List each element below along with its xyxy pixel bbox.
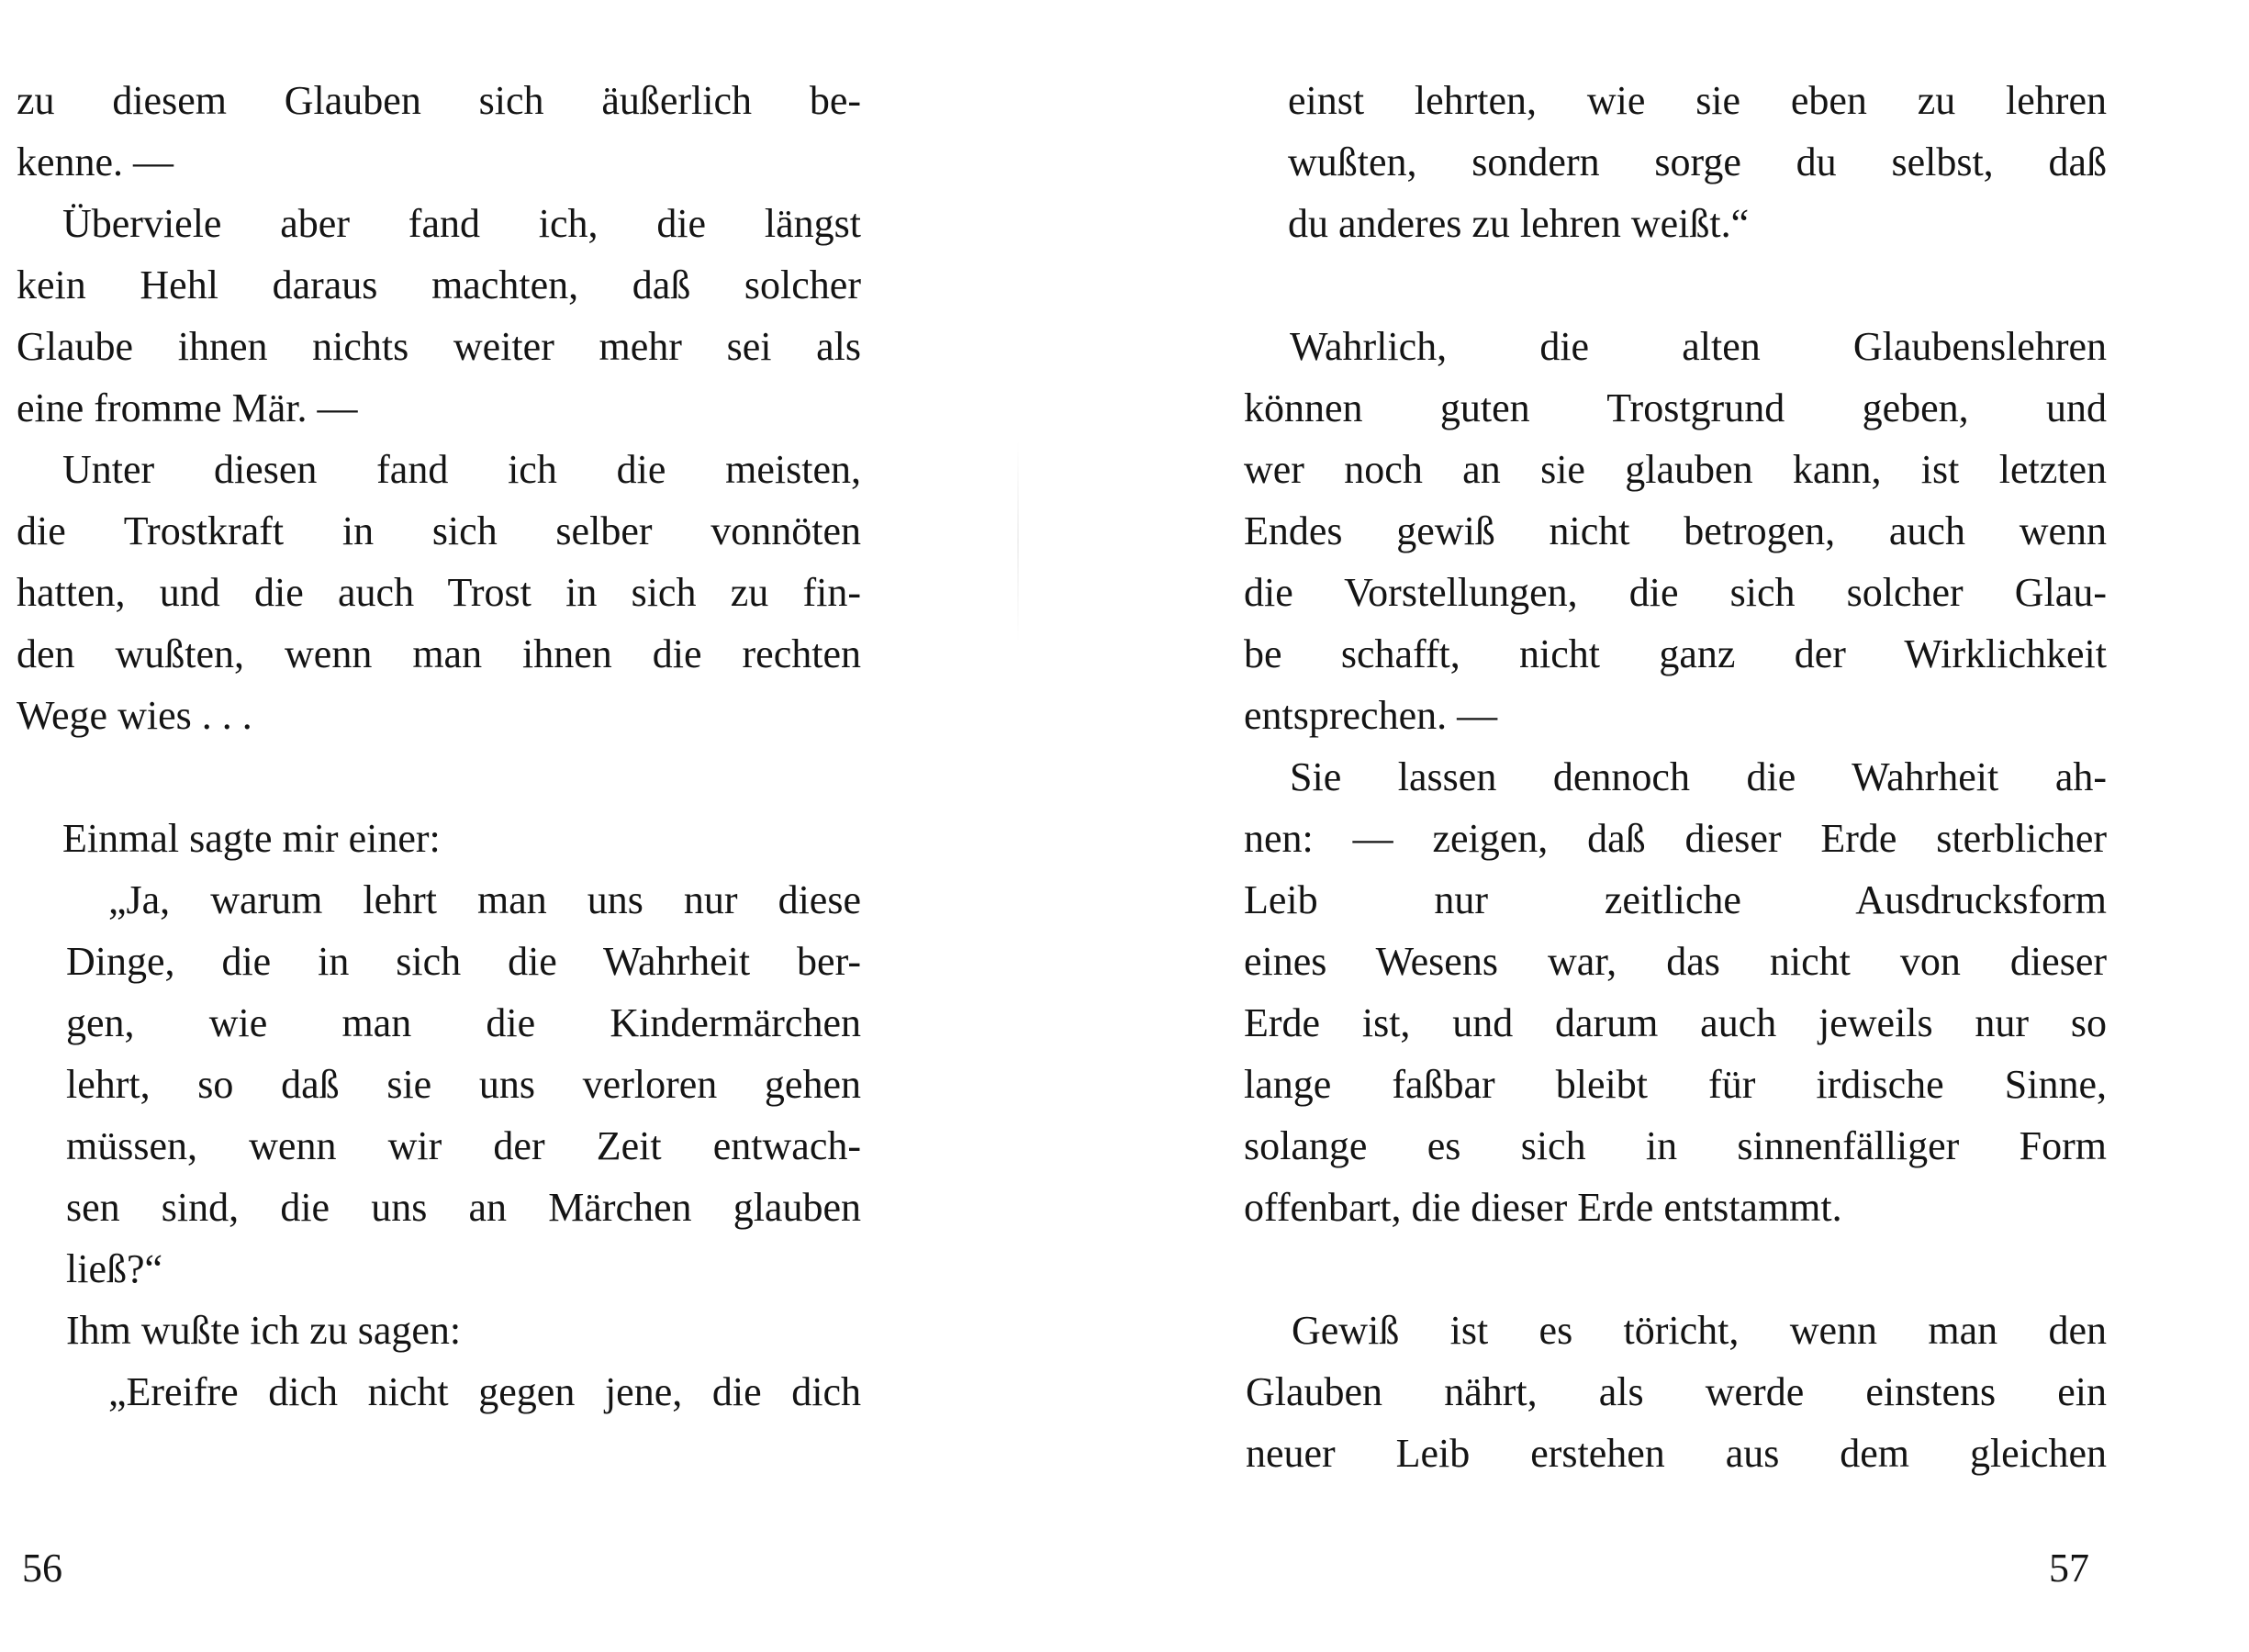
text-line: lange faßbar bleibt für irdische Sinne, xyxy=(1244,1062,2107,1107)
text-line: sen sind, die uns an Märchen glauben xyxy=(66,1185,861,1230)
text-line: Dinge, die in sich die Wahrheit ber- xyxy=(66,939,861,984)
text-line: hatten, und die auch Trost in sich zu fin- xyxy=(17,570,861,615)
text-line: Glaube ihnen nichts weiter mehr sei als xyxy=(17,324,861,369)
text-line: Gewiß ist es töricht, wenn man den xyxy=(1292,1308,2107,1353)
text-line: Wege wies . . . xyxy=(17,693,252,738)
page-number: 56 xyxy=(22,1546,62,1591)
text-line: nen: — zeigen, daß dieser Erde sterblicher xyxy=(1244,816,2107,861)
gutter-shadow xyxy=(1017,441,1019,642)
text-line: den wußten, wenn man ihnen die rechten xyxy=(17,631,861,676)
text-line: ließ?“ xyxy=(66,1246,163,1291)
text-line: du anderes zu lehren weißt.“ xyxy=(1288,201,1750,246)
text-line: „Ereifre dich nicht gegen jene, die dich xyxy=(108,1369,861,1414)
text-line: wußten, sondern sorge du selbst, daß xyxy=(1288,140,2107,184)
text-line: müssen, wenn wir der Zeit entwach- xyxy=(66,1123,861,1168)
text-line: Unter diesen fand ich die meisten, xyxy=(62,447,861,492)
text-line: Sie lassen dennoch die Wahrheit ah- xyxy=(1290,754,2107,799)
text-line: entsprechen. — xyxy=(1244,693,1498,738)
text-line: Leib nur zeitliche Ausdrucksform xyxy=(1244,877,2107,922)
text-line: Endes gewiß nicht betrogen, auch wenn xyxy=(1244,508,2107,553)
text-line: „Ja, warum lehrt man uns nur diese xyxy=(108,877,861,922)
text-line: be schafft, nicht ganz der Wirklichkeit xyxy=(1244,631,2107,676)
text-line: eine fromme Mär. — xyxy=(17,385,358,430)
text-line: kein Hehl daraus machten, daß solcher xyxy=(17,262,861,307)
text-line: Überviele aber fand ich, die längst xyxy=(62,201,861,246)
text-line: Erde ist, und darum auch jeweils nur so xyxy=(1244,1000,2107,1045)
text-line: eines Wesens war, das nicht von dieser xyxy=(1244,939,2107,984)
text-line: einst lehrten, wie sie eben zu lehren xyxy=(1288,78,2107,123)
text-line: offenbart, die dieser Erde entstammt. xyxy=(1244,1185,1842,1230)
text-line: die Vorstellungen, die sich solcher Glau- xyxy=(1244,570,2107,615)
text-line: Einmal sagte mir einer: xyxy=(62,816,441,861)
text-line: können guten Trostgrund geben, und xyxy=(1244,385,2107,430)
text-line: die Trostkraft in sich selber vonnöten xyxy=(17,508,861,553)
left-page xyxy=(0,0,1124,1652)
text-line: lehrt, so daß sie uns verloren gehen xyxy=(66,1062,861,1107)
text-line: gen, wie man die Kindermärchen xyxy=(66,1000,861,1045)
text-line: kenne. — xyxy=(17,140,174,184)
text-line: wer noch an sie glauben kann, ist letzten xyxy=(1244,447,2107,492)
text-line: zu diesem Glauben sich äußerlich be- xyxy=(17,78,861,123)
page-number: 57 xyxy=(2049,1546,2089,1591)
right-page xyxy=(1124,0,2249,1652)
text-line: neuer Leib erstehen aus dem gleichen xyxy=(1246,1431,2107,1476)
text-line: solange es sich in sinnenfälliger Form xyxy=(1244,1123,2107,1168)
text-line: Wahrlich, die alten Glaubenslehren xyxy=(1290,324,2107,369)
text-line: Glauben nährt, als werde einstens ein xyxy=(1246,1369,2107,1414)
text-line: Ihm wußte ich zu sagen: xyxy=(66,1308,462,1353)
